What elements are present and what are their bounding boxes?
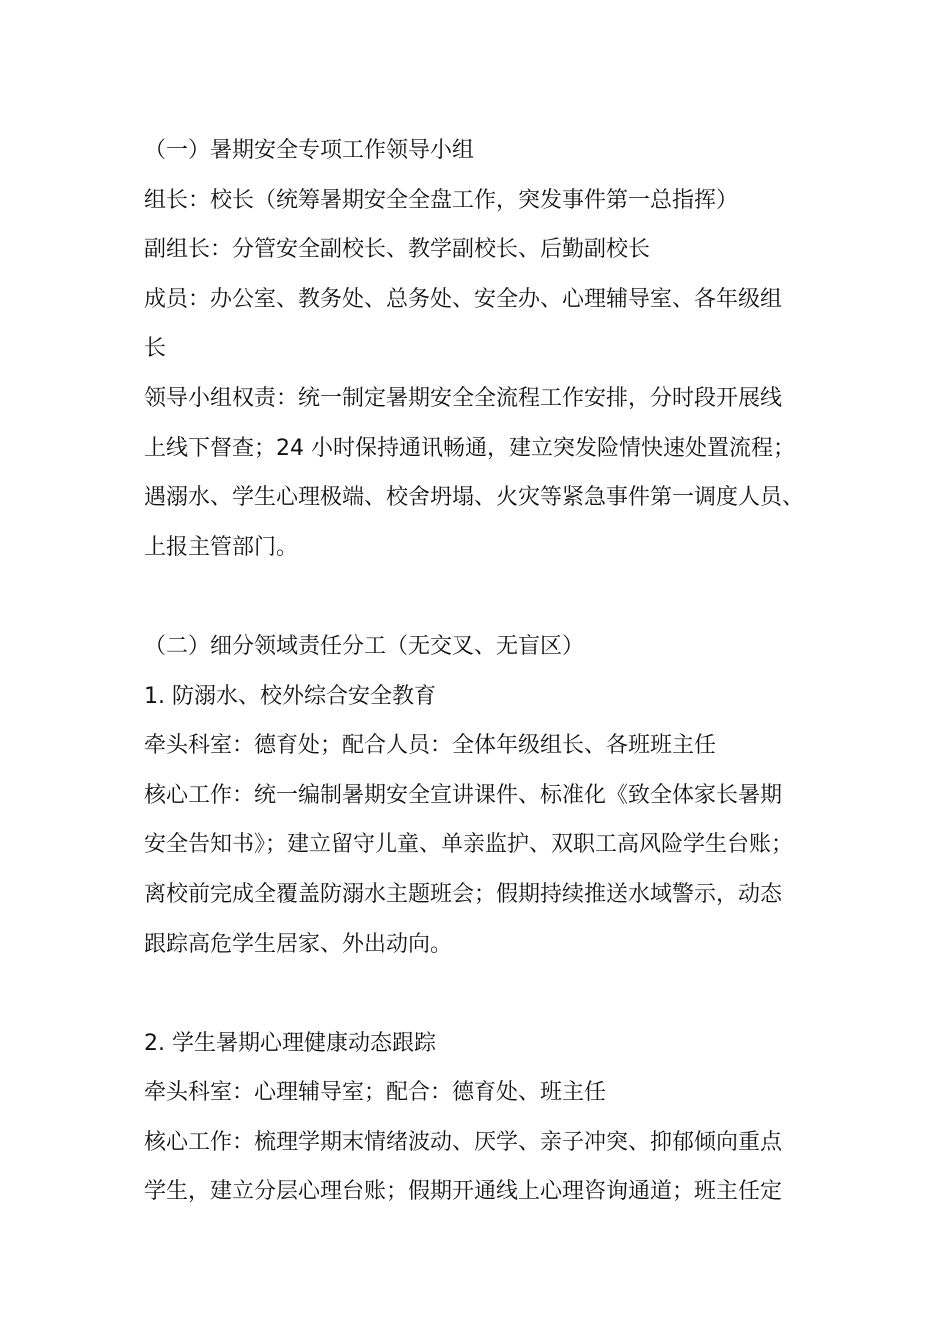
section-1-heading: （一）暑期安全专项工作领导小组 (144, 138, 475, 163)
duties-line: 领导小组权责：统一制定暑期安全全流程工作安排，分时段开展线 (144, 385, 783, 411)
document-body (144, 126, 834, 1217)
item-1-title: 1. 防溺水、校外综合安全教育 (144, 683, 436, 709)
item-1-core-line: 跟踪高危学生居家、外出动向。 (144, 931, 453, 957)
item-2-core-line: 学生，建立分层心理台账；假期开通线上心理咨询通道；班主任定 (144, 1179, 783, 1205)
vice-leader-line: 副组长：分管安全副校长、教学副校长、后勤副校长 (144, 237, 651, 263)
item-2-lead: 牵头科室：心理辅导室；配合：德育处、班主任 (144, 1080, 607, 1106)
item-1-lead: 牵头科室：德育处；配合人员：全体年级组长、各班班主任 (144, 733, 717, 759)
section-2-heading: （二）细分领域责任分工（无交叉、无盲区） (144, 633, 585, 659)
item-2-core-line: 核心工作：梳理学期末情绪波动、厌学、亲子冲突、抑郁倾向重点 (144, 1129, 783, 1155)
item-1-core-line: 安全告知书》；建立留守儿童、单亲监护、双职工高风险学生台账； (144, 832, 794, 858)
duties-line: 遇溺水、学生心理极端、校舍坍塌、火灾等紧急事件第一调度人员、 (144, 485, 805, 511)
members-line-continued: 长 (144, 336, 167, 362)
paragraph-gap (144, 572, 834, 622)
item-2-title: 2. 学生暑期心理健康动态跟踪 (144, 1030, 436, 1056)
duties-line: 上线下督查；24 小时保持通讯畅通，建立突发险情快速处置流程； (144, 435, 795, 461)
paragraph-gap (144, 969, 834, 1019)
leader-line: 组长：校长（统筹暑期安全全盘工作，突发事件第一总指挥） (144, 187, 739, 213)
item-1-core-line: 离校前完成全覆盖防溺水主题班会；假期持续推送水域警示，动态 (144, 881, 783, 907)
duties-line: 上报主管部门。 (144, 534, 299, 560)
members-line: 成员：办公室、教务处、总务处、安全办、心理辅导室、各年级组 (144, 286, 783, 312)
item-1-core-line: 核心工作：统一编制暑期安全宣讲课件、标准化《致全体家长暑期 (144, 782, 783, 808)
